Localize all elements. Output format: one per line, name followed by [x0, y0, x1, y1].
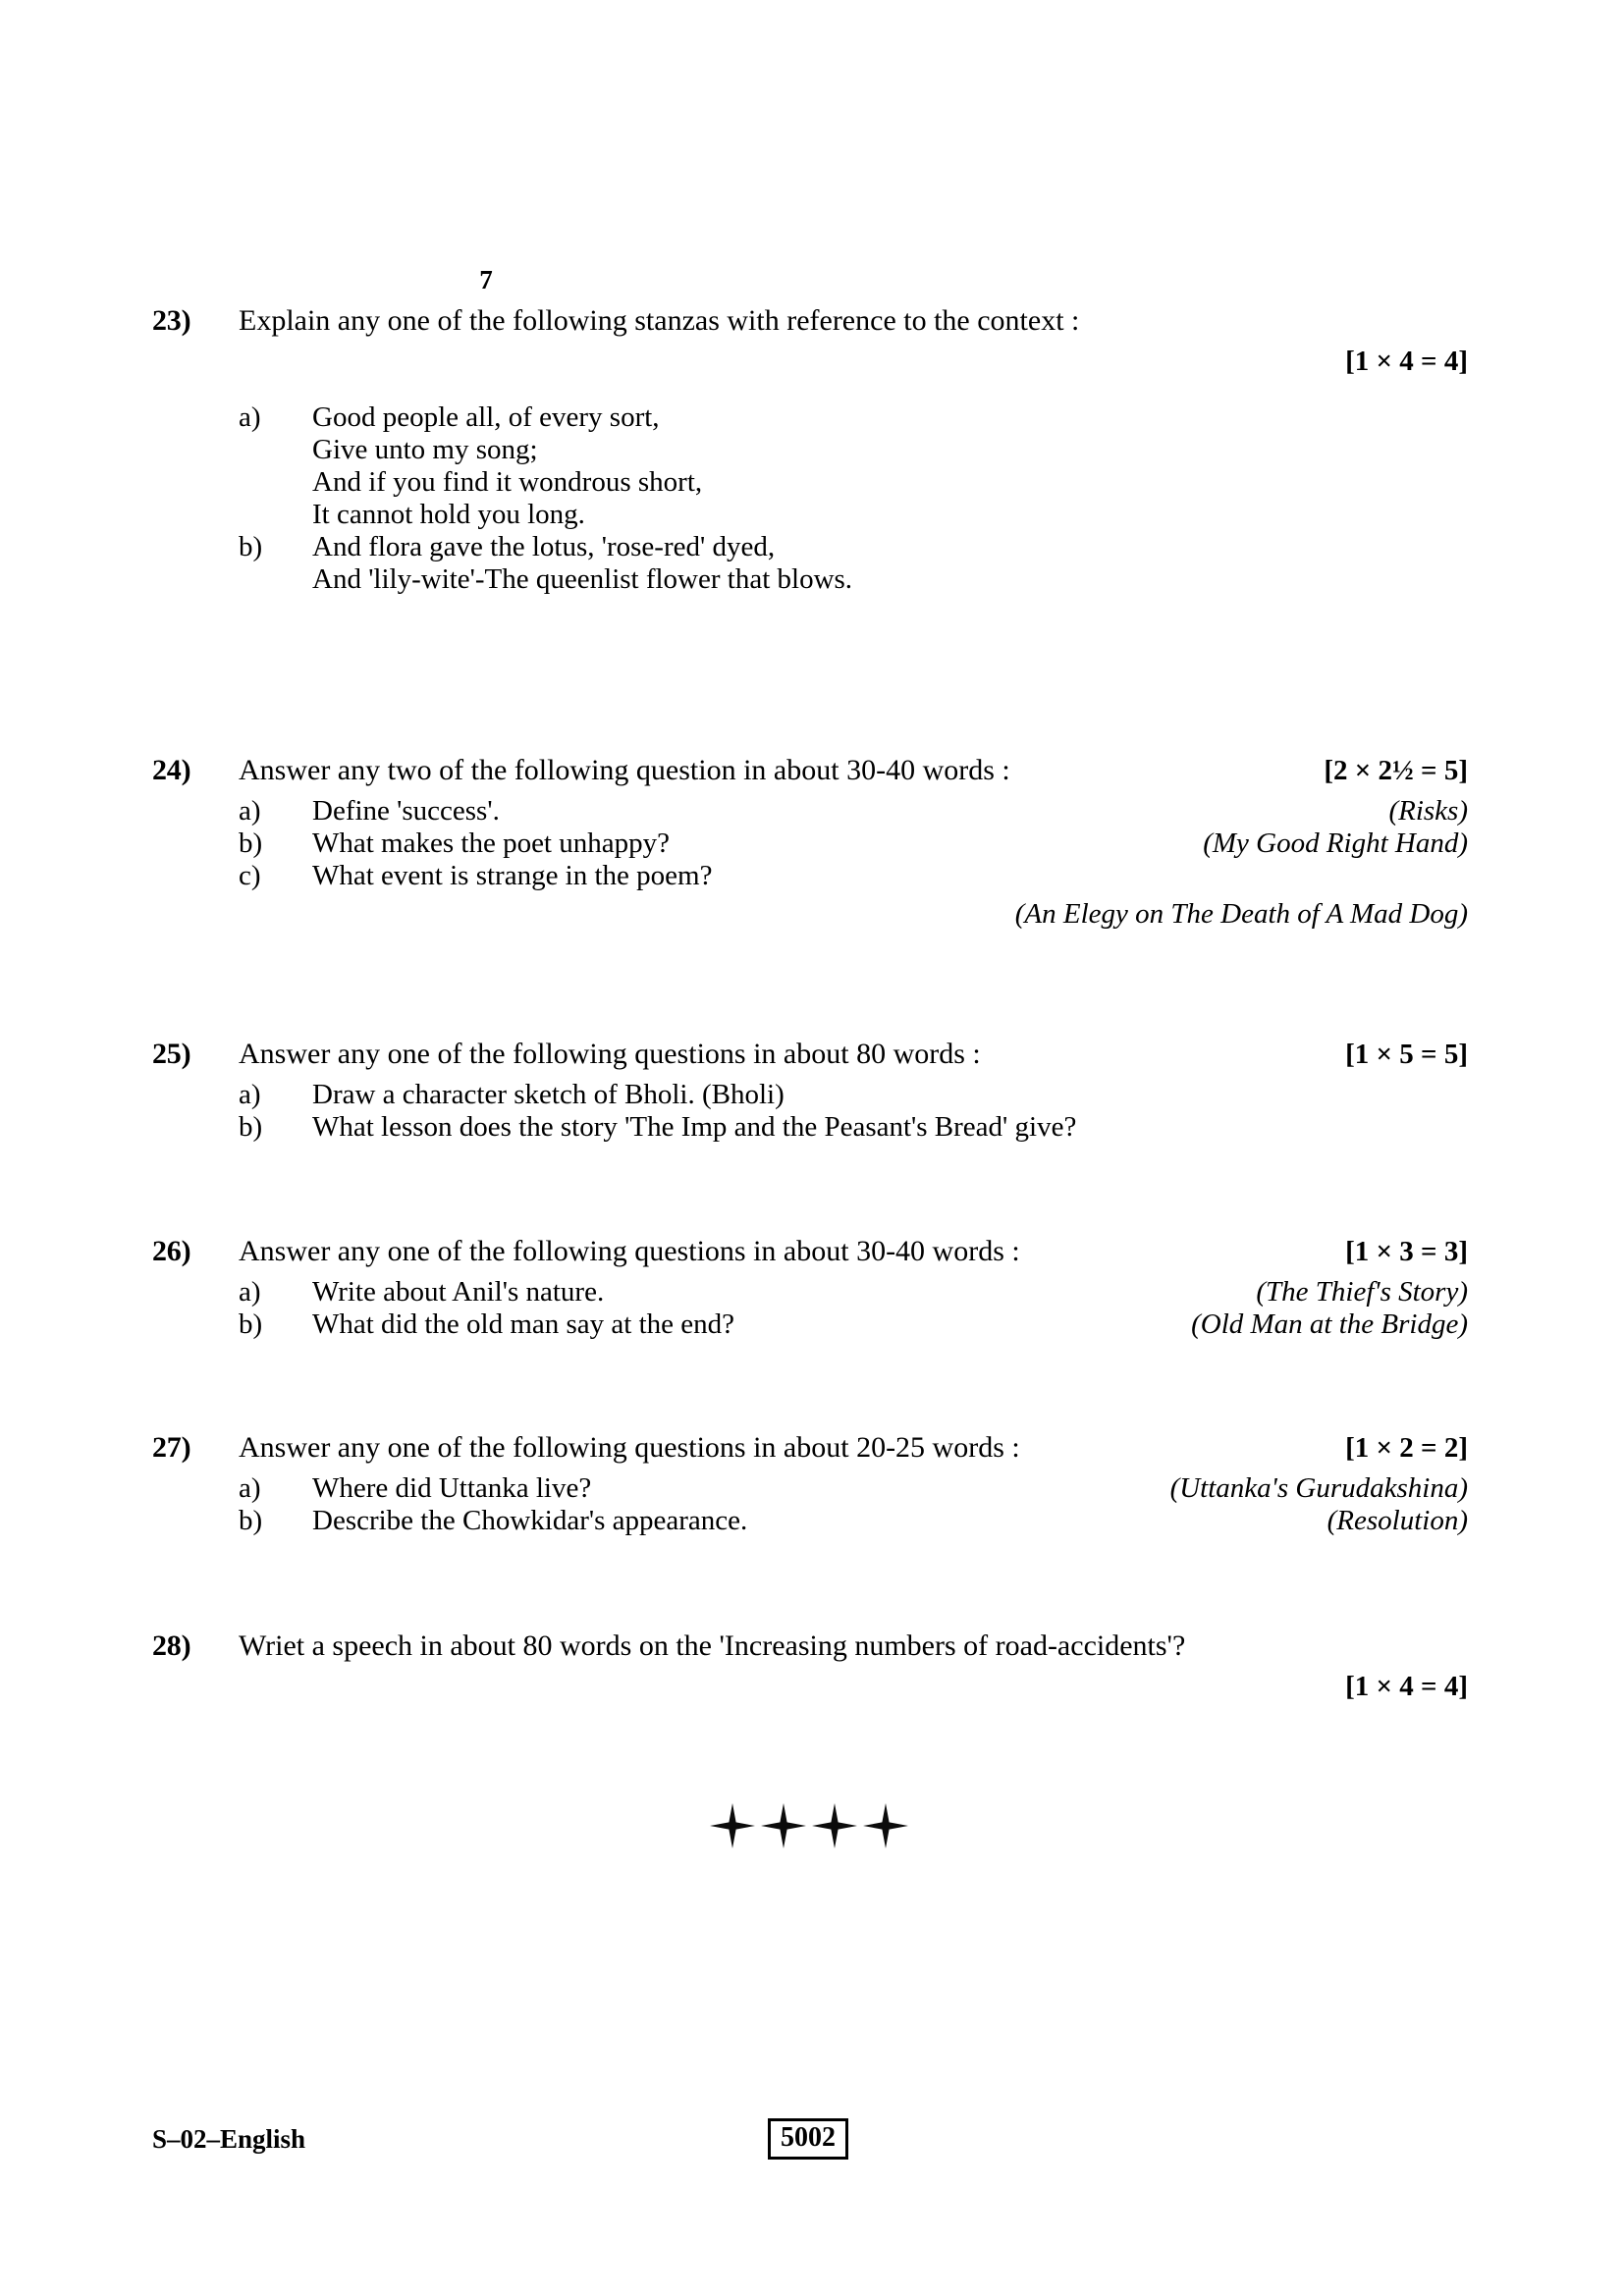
stanza-line: And if you find it wondrous short,	[312, 466, 703, 498]
sub-item-label: b)	[239, 1505, 263, 1536]
question-heading-row	[152, 1629, 1468, 1663]
sub-item-a	[152, 1472, 1468, 1505]
question-prompt: Explain any one of the following stanzas with reference to the context :	[239, 304, 1080, 337]
sub-item-label: a)	[239, 1079, 261, 1110]
question-heading-row	[152, 1038, 1468, 1071]
sub-item-a	[152, 401, 1468, 434]
sub-item-source: (Resolution)	[1326, 1505, 1468, 1536]
sub-item-text: What lesson does the story 'The Imp and the Peasant's Bread' give?	[312, 1111, 1077, 1143]
question-marks: [2 × 2½ = 5]	[1324, 755, 1468, 786]
four-pointed-star-icon	[707, 1800, 913, 1851]
sub-item-text: Where did Uttanka live?	[312, 1472, 592, 1504]
sub-item-text: Draw a character sketch of Bholi. (Bholi)	[312, 1079, 785, 1110]
sub-item-text: Write about Anil's nature.	[312, 1276, 605, 1308]
question-heading-row	[152, 304, 1468, 338]
sub-item-source: (My Good Right Hand)	[1203, 828, 1468, 859]
question-prompt: Answer any two of the following question in about 30-40 words :	[239, 754, 1010, 786]
sub-item-label: b)	[239, 1308, 263, 1340]
sub-item-text: What makes the poet unhappy?	[312, 828, 670, 859]
question-heading-row	[152, 1431, 1468, 1465]
sub-item-source: (Uttanka's Gurudakshina)	[1169, 1472, 1468, 1504]
question-number: 28)	[152, 1629, 191, 1662]
sub-item-source: (Old Man at the Bridge)	[1191, 1308, 1468, 1340]
sub-item-label: c)	[239, 860, 261, 891]
question-block-26	[152, 1235, 1468, 1341]
question-marks: [1 × 3 = 3]	[1345, 1236, 1468, 1267]
page-content-area	[152, 0, 1468, 2296]
paper-code-label: S–02–English	[152, 2124, 306, 2154]
sub-item-b	[152, 1505, 1468, 1537]
question-marks: [1 × 5 = 5]	[1345, 1039, 1468, 1070]
sub-item-a	[152, 795, 1468, 828]
sub-item-text: Describe the Chowkidar's appearance.	[312, 1505, 748, 1536]
sub-item-source: (The Thief's Story)	[1256, 1276, 1468, 1308]
question-marks: [1 × 4 = 4]	[1345, 346, 1468, 377]
sub-item-text: And flora gave the lotus, 'rose-red' dyed,	[312, 531, 776, 562]
sub-item-text: Good people all, of every sort,	[312, 401, 660, 433]
sub-item-b	[152, 531, 1468, 563]
question-heading-row	[152, 754, 1468, 787]
sub-item-label: b)	[239, 531, 263, 562]
question-prompt: Answer any one of the following questions in about 80 words :	[239, 1038, 981, 1070]
sub-item-text: What did the old man say at the end?	[312, 1308, 735, 1340]
question-number: 25)	[152, 1038, 191, 1070]
question-number: 26)	[152, 1235, 191, 1267]
sub-item-label: a)	[239, 795, 261, 827]
sub-item-label: a)	[239, 1276, 261, 1308]
question-prompt: Wriet a speech in about 80 words on the 'Increasing numbers of road-accidents'?	[239, 1629, 1186, 1662]
stanza-line: And 'lily-wite'-The queenlist flower that blows.	[312, 563, 853, 595]
sub-item-text: Define 'success'.	[312, 795, 500, 827]
sub-item-b	[152, 1308, 1468, 1341]
page-number: 7	[479, 265, 493, 294]
question-heading-row	[152, 1235, 1468, 1268]
question-number: 24)	[152, 754, 191, 786]
question-prompt: Answer any one of the following questions in about 20-25 words :	[239, 1431, 1020, 1464]
question-marks: [1 × 4 = 4]	[1345, 1671, 1468, 1702]
question-prompt: Answer any one of the following questions in about 30-40 words :	[239, 1235, 1020, 1267]
question-block-23	[152, 304, 1468, 596]
paper-serial-box: 5002	[768, 2118, 848, 2160]
question-marks: [1 × 2 = 2]	[1345, 1432, 1468, 1464]
stanza-line: It cannot hold you long.	[312, 499, 585, 530]
sub-item-a	[152, 1276, 1468, 1308]
section-end-ornament	[152, 1800, 1468, 1855]
sub-item-b	[152, 1111, 1468, 1144]
sub-item-label: a)	[239, 401, 261, 433]
sub-item-c	[152, 860, 1468, 892]
sub-item-source: (Risks)	[1388, 795, 1468, 827]
sub-item-label: a)	[239, 1472, 261, 1504]
sub-item-label: b)	[239, 1111, 263, 1143]
page-footer	[152, 2118, 1468, 2177]
sub-item-source: (An Elegy on The Death of A Mad Dog)	[1014, 898, 1468, 930]
sub-item-text: What event is strange in the poem?	[312, 860, 713, 891]
question-block-27	[152, 1431, 1468, 1537]
sub-item-label: b)	[239, 828, 263, 859]
stanza-line: Give unto my song;	[312, 434, 538, 465]
question-block-28	[152, 1629, 1468, 1703]
question-number: 27)	[152, 1431, 191, 1464]
sub-item-b	[152, 828, 1468, 860]
question-number: 23)	[152, 304, 191, 337]
question-block-24	[152, 754, 1468, 931]
sub-item-a	[152, 1079, 1468, 1111]
question-block-25	[152, 1038, 1468, 1144]
